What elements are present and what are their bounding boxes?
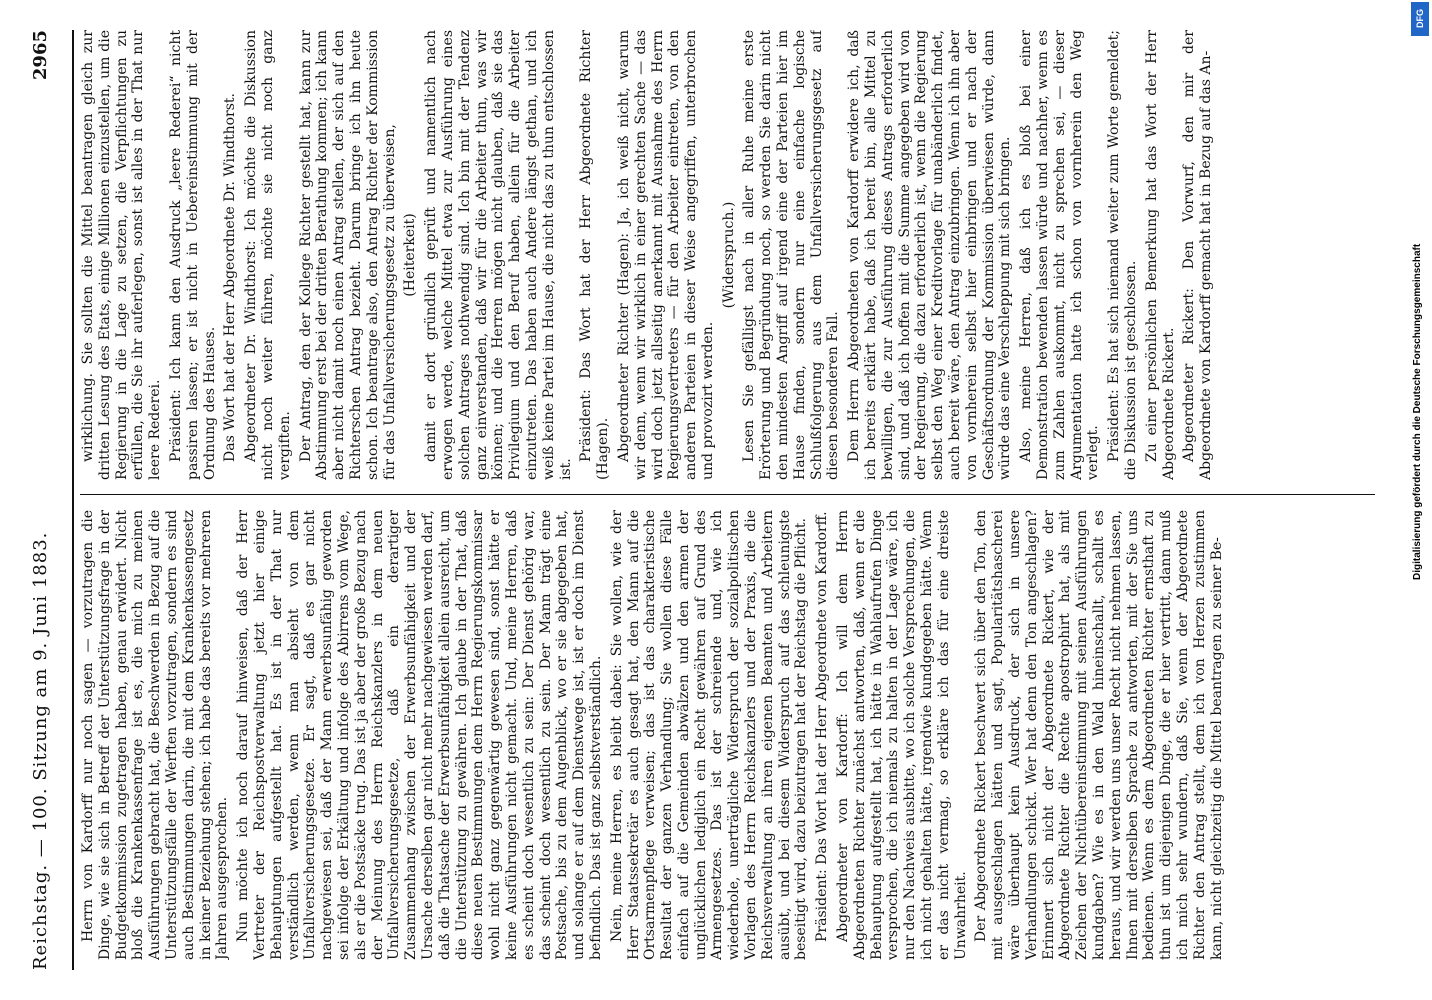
paragraph: Nun möchte ich noch darauf hinweisen, daß der Herr Vertreter der Reichspostverwaltung jetzt hier einige Behauptungen aufgestellt hat. Es ist in der That nur verständlich werden, wenn man absieht von dem Unfallversicherungsgesetze. Er sagt, daß es gar nicht nachgewiesen sei, daß der Mann erwerbsunfähig geworden sei infolge der Erkältung und infolge des Abirrens vom Wege, als er die Postsäcke trug. Das ist ja aber der große Bezug nach der Meinung des Herrn Reichskanzlers in dem neuen Unfallversicherungsgesetze, daß ein derartiger Zusammenhang zwischen der Erwerbsunfähigkeit und der Ursache derselben gar nicht mehr nachgewiesen werden darf, daß die Thatsache der Erwerbsunfähigkeit allein ausreicht, um die Unterstützung zu gewähren. Ich glaube in der That, daß diese neuen Bestimmungen dem Herrn Regierungskommissar wohl nicht ganz gegenwärtig gewesen sind, sonst hätte er keine Ausführungen nicht gemacht. Und, meine Herren, daß es scheint doch wesentlich zu sein: Der Dienst gehörig war, das scheint doch wesentlich zu sein. Der Mann trägt eine Postsache, bis zu dem Augenblick, wo er sie abgegeben hat, und solange er auf dem Dienstwege ist, ist er doch im Dienst befindlich. Das ist ganz selbstverständlich. (235, 510, 604, 960)
paragraph: Lesen Sie gefälligst nach in aller Ruhe meine erste Erörterung und Begründung noch, so werden Sie darin nicht den mindesten Angriff auf irgend eine der Parteien hier im Hause finden, sondern nur eine einfache logische Schlußfolgerung aus dem Unfallversicherungsgesetz auf diesen besonderen Fall. (741, 30, 842, 480)
paragraph: Abgeordneter Richter (Hagen): Ja, ich weiß nicht, warum wir denn, wenn wir wirklich in einer gerechten Sache — das wird doch jetzt allseitig anerkannt mit Ausnahme des Herrn Regierungsvertreters — für den Arbeiter eintreten, von den anderen Parteien in dieser Weise angegriffen, unterbrochen und provozirt werden. (615, 30, 716, 480)
paragraph: Also, meine Herren, daß ich es bloß bei einer Demonstration bewenden lassen würde und nachher, wenn es zum Zahlen auskommt, nicht zu sprechen sei, — dieser Argumentation hatte ich schon von vornherein den Weg verlegt. (1018, 30, 1102, 480)
right-column (80, 30, 1385, 480)
interjection: (Heiterkeit) (402, 213, 419, 297)
paragraph: Zu einer persönlichen Bemerkung hat das Wort der Herr Abgeordnete Rickert. (1143, 30, 1177, 480)
paragraph: Das Wort hat der Herr Abgeordnete Dr. Windthorst. (222, 93, 239, 462)
running-header: Reichstag. — 100. Sitzung am 9. Juni 1883. (30, 531, 51, 970)
paragraph: Nein, meine Herren, es bleibt dabei: Sie wollen, wie der Herr Staatssekretär es auch gesagt hat, den Mann auf die Ortsarmenpflege verweisen; das ist das charakteristische Resultat der ganzen Verhandlung; Sie wollen diese Fälle einfach auf die Gemeinden abwälzen und den armen der unglücklichen lediglich ein Recht gewähren auf Grund des Armengesetzes. Das ist der schreiende und, wie ich wiederhole, unerträgliche Widerspruch der sozialpolitischen Vorlagen des Herrn Reichskanzlers und der Praxis, die die Reichsverwaltung an ihren eigenen Beamten und Arbeitern ausübt, und bei diesem Widerspruch auf das schleunigste beseitigt wird, dazu beizutragen hat der Reichstag die Pflicht. (608, 510, 810, 960)
digitization-credit (1408, 0, 1432, 1000)
column-divider (80, 494, 1375, 495)
page-number: 2965 (30, 30, 51, 81)
paragraph: Präsident: Das Wort hat der Herr Abgeordnete Richter (Hagen). (578, 30, 612, 480)
paragraph: Präsident: Ich kann den Ausdruck „leere Rederei“ nicht passiren lassen; er ist nicht in Uebereinstimmung mit der Ordnung des Hauses. (167, 30, 218, 480)
paragraph: Präsident: Das Wort hat der Herr Abgeordnete von Kardorff. (814, 511, 831, 942)
paragraph: Präsident: Es hat sich niemand weiter zum Worte gemeldet; die Diskussion ist geschlossen. (1106, 30, 1140, 480)
paragraph: Abgeordneter von Kardorff: Ich will dem Herrn Abgeordneten Richter zunächst antworten, daß, wenn er die Behauptung aufgestellt hat, ich hätte in Wahlaufrufen Dinge versprochen, die ich niemals zu halten in der Lage wäre, ich nur den Nachweis ausbitte, wo ich solche Versprechungen, die ich nicht gehalten hätte, irgendwie kundgegeben hätte. Wenn er das nicht vermag, so erkläre ich das für eine dreiste Unwahrheit. (835, 510, 969, 960)
interjection: (Widerspruch.) (720, 201, 737, 309)
left-column (80, 510, 1385, 960)
paragraph: Der Abgeordnete Rickert beschwert sich über den Ton, den mit ausgeschlagen hätten und sagt, Popularitätshascherei wäre überhaupt kein Ausdruck, der sich in unsere Verhandlungen schickt. Wer hat denn den Ton angeschlagen? Erinnert sich nicht der Abgeordnete Rickert, wie der Abgeordnete Richter die Rechte apostrophirt hat, als mit Zeichen der Nichtübereinstimmung mit seinen Ausführungen kundgaben? Wie es in den Wald hineinschallt, schallt es heraus, und wir werden uns unser Recht nicht nehmen lassen, Ihnen mit derselben Sprache zu antworten, mit der Sie uns bedienen. Wenn es dem Abgeordneten Richter ernsthaft zu thun ist um diejenigen Dinge, die er hier vertritt, dann muß ich mich sehr wundern, daß Sie, wenn der Abgeordnete Richter den Antrag stellt, dem ich von Herzen zustimmen kann, nicht gleichzeitig die Mittel beantragen zu seiner Be- (973, 510, 1225, 960)
paragraph: Herrn von Kardorff nur noch sagen — vorzutragen die Dinge, wie sie sich in Betreff der Unterstützungsfrage in der Budgetkommission zugetragen haben, genau erwidert. Nicht bloß die Krankenkassenfrage ist es, die mich zu meinen Ausführungen gebracht hat, die Beschwerden in Bezug auf die Unterstützungsfälle der Werften vorzutragen, sondern es sind auch Bestimmungen darin, die mit dem Krankenkassengesetz in keiner Beziehung stehen; ich habe das bereits vor mehreren Jahren ausgesprochen. (80, 510, 231, 960)
dfg-logo-icon: DFG (1411, 2, 1429, 36)
paragraph: Dem Herrn Abgeordneten von Kardorff erwidere ich, daß ich bereits erklärt habe, daß ich bereit bin, alle Mittel zu bewilligen, die zur Ausführung dieses Antrags erforderlich sind, und daß ich hoffen mit die Summe angegeben wird von der Regierung, die dazu erforderlich ist, wenn die Regierung selbst den Weg einer Kreditvorlage für unabänderlich findet, auch bereit wäre, den Antrag einzubringen. Wenn ich ihn aber von vornherein selbst hier einbringen und er nach der Geschäftsordnung der Kommission überwiesen würde, dann würde das eine Verschleppung mit sich bringen. (846, 30, 1014, 480)
page-header (20, 30, 80, 970)
paragraph: wirklichung. Sie sollten die Mittel beantragen gleich zur dritten Lesung des Etats, einige Millionen einzustellen, um die Regierung in die Lage zu setzen, die Verpflichtungen zu erfüllen, die Sie ihr auferlegen, sonst ist alles in der That nur leere Rederei. (80, 30, 164, 480)
header-rule (72, 30, 74, 970)
paragraph: damit er dort gründlich geprüft und namentlich nach erwogen werde, welche Mittel etwa zur Ausführung eines solchen Antrages nothwendig sind. Ich bin mit der Tendenz ganz einverstanden, daß wir für die Arbeiter thun, was wir können; und die Herren mögen nicht glauben, daß sie das Privilegium und den Beruf haben, allein für die Arbeiter einzutreten. Das haben auch Andere längst gethan, und ich weiß keine Partei im Hause, die nicht das zu thun entschlossen ist. (423, 30, 574, 480)
paragraph: Abgeordneter Rickert: Den Vorwurf, den mir der Abgeordnete von Kardorff gemacht hat in Bezug auf das An- (1181, 30, 1215, 480)
credit-text: Digitalisierung gefördert durch die Deutsche Forschungsgemeinschaft (1412, 243, 1423, 580)
paragraph: Der Antrag, den der Kollege Richter gestellt hat, kann zur Abstimmung erst bei der dritten Berathung kommen; ich kann aber nicht damit noch einen Antrag stellen, der sich auf den Richterschen Antrag bezieht. Darum bringe ich ihn heute schon. Ich beantrage also, den Antrag Richter der Kommission für das Unfallversicherungsgesetz zu überweisen, (297, 30, 398, 480)
paragraph: Abgeordneter Dr. Windthorst: Ich möchte die Diskussion nicht noch weiter führen, möchte sie nicht noch ganz vergiften. (243, 30, 293, 480)
